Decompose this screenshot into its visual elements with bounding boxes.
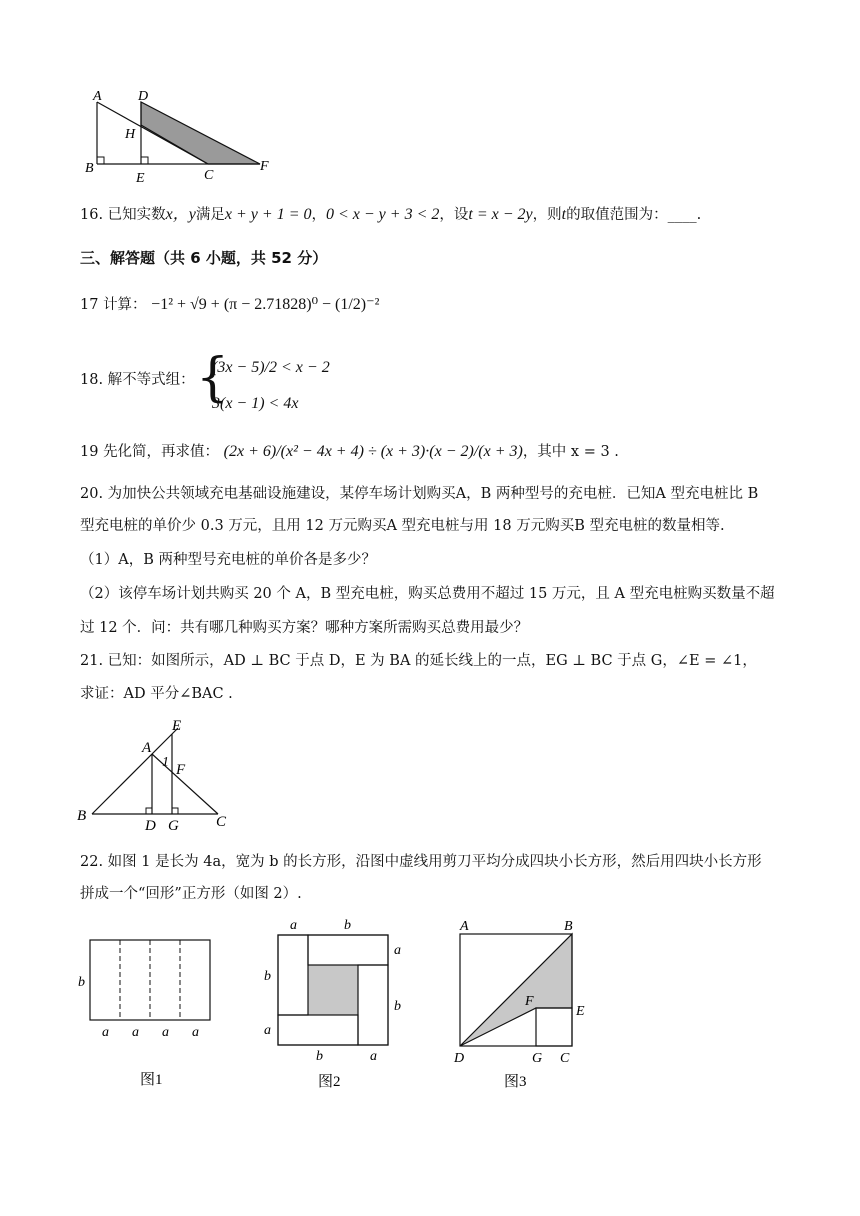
- q20-sub2a: （2）该停车场计划共购买 20 个 A，B 型充电桩，购买总费用不超过 15 万元，且 A 型充电桩购买数量不超: [80, 586, 775, 602]
- shaded-region: [460, 934, 572, 1046]
- label-D: D: [138, 89, 149, 104]
- label-1: 1: [162, 755, 169, 770]
- q21-line2: 求证：AD 平分∠BAC .: [80, 686, 233, 702]
- label-left-b: b: [264, 969, 271, 984]
- label-F: F: [176, 762, 186, 778]
- q16-sep: ，: [311, 207, 326, 223]
- label-C: C: [204, 168, 214, 183]
- label-E: E: [576, 1004, 585, 1019]
- label-a3: a: [162, 1025, 169, 1040]
- problem-18: [80, 370, 195, 390]
- label-H: H: [125, 127, 136, 142]
- label-A: A: [93, 89, 102, 104]
- section-3-title: 三、解答题（共 6 小题，共 52 分）: [80, 249, 328, 267]
- label-G: G: [168, 818, 179, 833]
- label-left-a: a: [264, 1023, 271, 1038]
- q20-sub1: （1）A，B 两种型号充电桩的单价各是多少？: [80, 552, 376, 568]
- q16-ineq: 0 < x − y + 3 < 2: [325, 206, 440, 223]
- caption-fig3: 图3: [504, 1074, 527, 1090]
- figure-3: [448, 912, 598, 1090]
- label-E: E: [172, 718, 182, 734]
- label-A: A: [142, 740, 152, 756]
- q16-vars: x，y: [165, 206, 196, 223]
- q21-line1: 21. 已知：如图所示，AD ⊥ BC 于点 D，E 为 BA 的延长线上的一点，EG ⊥ BC 于点 G，∠E = ∠1，: [80, 653, 757, 669]
- caption-fig2: 图2: [318, 1074, 341, 1090]
- q16-mid1: 满足: [195, 207, 225, 223]
- q16-eq2: t = x − 2y: [468, 206, 533, 223]
- q19-label: 先化简，再求值：: [103, 444, 220, 460]
- label-F: F: [260, 159, 269, 174]
- q19-num: 19: [80, 444, 99, 460]
- label-a4: a: [192, 1025, 199, 1040]
- q16-mid2: ，设: [439, 207, 469, 223]
- figure-q21: [72, 718, 242, 833]
- q18-label: 解不等式组：: [107, 372, 195, 388]
- label-D: D: [454, 1051, 465, 1066]
- figure-2: [258, 912, 418, 1090]
- q19-tail: ，其中 x = 3 .: [522, 444, 619, 460]
- q18-line2: 3(x − 1) < 4x: [212, 395, 299, 412]
- label-right-b: b: [394, 999, 401, 1014]
- q20-sub2b: 过 12 个．问：共有哪几种购买方案？哪种方案所需购买总费用最少？: [80, 620, 529, 636]
- q16-suffix: 的取值范围为：____.: [566, 207, 702, 223]
- q16-eq1: x + y + 1 = 0: [224, 206, 312, 223]
- label-E: E: [136, 171, 145, 184]
- label-a1: a: [102, 1025, 109, 1040]
- problem-17: [80, 295, 379, 315]
- problem-16: [80, 205, 701, 225]
- label-G: G: [532, 1051, 543, 1066]
- label-D: D: [145, 818, 156, 833]
- label-B: B: [85, 161, 94, 176]
- q17-num: 17: [80, 297, 99, 313]
- label-top-a: a: [290, 918, 297, 933]
- label-B: B: [77, 808, 87, 824]
- label-F: F: [525, 994, 534, 1009]
- label-top-b: b: [344, 918, 351, 933]
- q17-expr: −1² + √9 + (π − 2.71828)⁰ − (1/2)⁻²: [151, 296, 380, 313]
- label-bottom-b: b: [316, 1049, 323, 1064]
- figure-q15: [80, 84, 280, 184]
- q18-brace: {: [196, 348, 230, 408]
- label-A: A: [460, 919, 469, 934]
- label-C: C: [560, 1051, 570, 1066]
- q17-label: 计算：: [103, 297, 147, 313]
- q20-line1: 20. 为加快公共领域充电基础设施建设，某停车场计划购买A，B 两种型号的充电桩．已知A 型充电桩比 B: [80, 486, 759, 502]
- q22-line1: 22. 如图 1 是长为 4a，宽为 b 的长方形，沿图中虚线用剪刀平均分成四块小长方形，然后用四块小长方形: [80, 854, 762, 870]
- q16-t: t: [561, 206, 567, 223]
- label-B: B: [564, 919, 573, 934]
- q18-line1: (3x − 5)/2 < x − 2: [212, 359, 330, 376]
- problem-19: [80, 442, 619, 462]
- q22-line2: 拼成一个“回形”正方形（如图 2）.: [80, 886, 302, 902]
- q16-num: 16.: [80, 207, 104, 223]
- q16-prefix: 已知实数: [107, 207, 166, 223]
- q20-line2: 型充电桩的单价少 0.3 万元，且用 12 万元购买A 型充电桩与用 18 万元购买B 型充电桩的数量相等.: [80, 518, 725, 534]
- caption-fig1: 图1: [140, 1072, 163, 1088]
- figure-1: [72, 928, 222, 1088]
- shaded-triangle: [141, 102, 260, 164]
- label-right-a: a: [394, 943, 401, 958]
- label-a2: a: [132, 1025, 139, 1040]
- label-b: b: [78, 975, 85, 990]
- q16-mid3: ，则: [532, 207, 562, 223]
- label-bottom-a: a: [370, 1049, 377, 1064]
- q19-expr: (2x + 6)/(x² − 4x + 4) ÷ (x + 3)·(x − 2)/(x + 3): [223, 443, 523, 460]
- label-C: C: [216, 814, 227, 830]
- q18-num: 18.: [80, 372, 104, 388]
